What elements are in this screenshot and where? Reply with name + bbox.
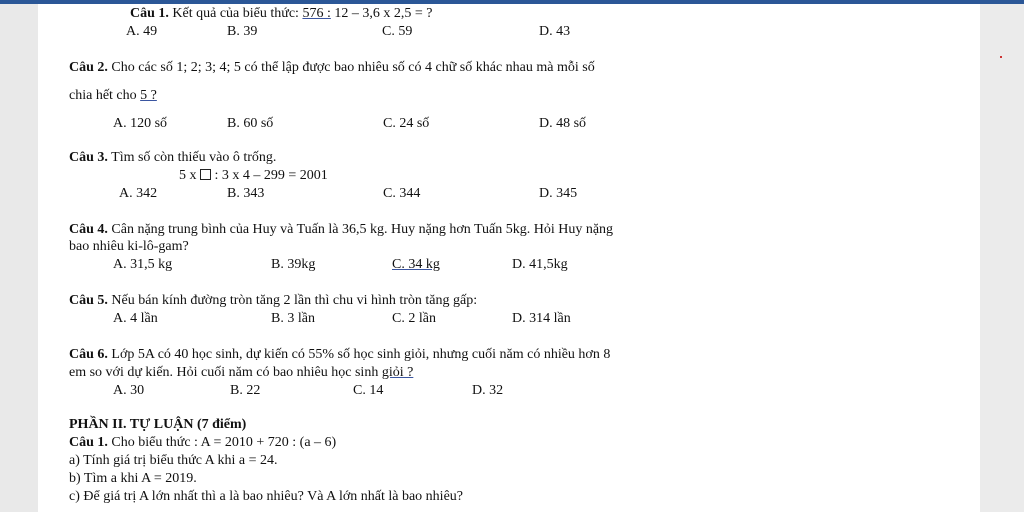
q4-label: Câu 4.: [69, 222, 108, 237]
q3-expression: [179, 168, 328, 184]
q6-option-b: B. 22: [230, 383, 261, 398]
cursor-mark: [1000, 56, 1002, 58]
q2-text: Cho các số 1; 2; 3; 4; 5 có thể lập được bao nhiêu số có 4 chữ số khác nhau mà mỗi số: [107, 60, 595, 75]
q2-label: Câu 2.: [69, 60, 108, 75]
q6-option-d: D. 32: [472, 383, 504, 398]
part2-q1-b: b) Tìm a khi A = 2019.: [69, 471, 197, 486]
q6-line2-text: em so với dự kiến. Hỏi cuối năm có bao nhiêu học sinh: [69, 365, 382, 380]
q1-option-b: B. 39: [227, 24, 258, 39]
q5-option-c: C. 2 lần: [392, 311, 436, 326]
q5-label: Câu 5.: [69, 293, 108, 308]
q1-label: Câu 1.: [130, 6, 169, 21]
q5-option-d: D. 314 lần: [512, 311, 571, 326]
part2-q1-a: a) Tính giá trị biểu thức A khi a = 24.: [69, 453, 278, 468]
q1-option-a: A. 49: [126, 24, 158, 39]
q1-text-a: Kết quả của biểu thức:: [168, 6, 303, 21]
q2-line2-text: chia hết cho: [69, 88, 141, 103]
right-margin: [980, 4, 1024, 512]
q3-option-d: D. 345: [539, 186, 578, 201]
q6-text: Lớp 5A có 40 học sinh, dự kiến có 55% số học sinh giỏi, nhưng cuối năm có nhiều hơn 8: [107, 347, 611, 362]
q2-stem: [69, 60, 595, 76]
q3-option-b: B. 343: [227, 186, 265, 201]
q3-text: Tìm số còn thiếu vào ô trống.: [107, 150, 277, 165]
part2-q1-c: c) Để giá trị A lớn nhất thì a là bao nhiêu? Và A lớn nhất là bao nhiêu?: [69, 489, 464, 504]
q5-text: Nếu bán kính đường tròn tăng 2 lần thì chu vi hình tròn tăng gấp:: [107, 293, 478, 308]
q6-stem: [69, 347, 610, 363]
document-page: [38, 4, 980, 512]
part2-q1-label: Câu 1.: [69, 435, 108, 450]
part2-q1-text: Cho biểu thức : A = 2010 + 720 : (a – 6): [107, 435, 337, 450]
part2-heading: PHẦN II. TỰ LUẬN (7 điểm): [69, 417, 247, 432]
q4-stem-line2: bao nhiêu ki-lô-gam?: [69, 239, 189, 254]
q2-line2-underlined: 5 ?: [140, 88, 157, 103]
q4-option-b: B. 39kg: [271, 257, 316, 272]
q2-option-b: B. 60 số: [227, 116, 274, 131]
q6-line2-underlined: giỏi ?: [381, 365, 414, 380]
q2-option-c: C. 24 số: [383, 116, 430, 131]
q6-option-c: C. 14: [353, 383, 384, 398]
q1-option-d: D. 43: [539, 24, 571, 39]
q6-option-a: A. 30: [113, 383, 145, 398]
q4-option-c: C. 34 kg: [392, 257, 440, 272]
q5-stem: [69, 293, 477, 309]
q5-option-b: B. 3 lần: [271, 311, 315, 326]
q2-option-d: D. 48 số: [539, 116, 587, 131]
q1-text-b: 12 – 3,6 x 2,5 = ?: [330, 6, 433, 21]
q2-option-a: A. 120 số: [113, 116, 168, 131]
q3-expr-a: 5 x: [179, 168, 200, 183]
q2-stem-line2: [69, 88, 157, 104]
q1-stem: [130, 6, 432, 22]
q4-stem: [69, 222, 613, 238]
q3-option-a: A. 342: [119, 186, 158, 201]
part2-q1-stem: [69, 435, 336, 451]
q4-option-a: A. 31,5 kg: [113, 257, 173, 272]
q3-option-c: C. 344: [383, 186, 421, 201]
q1-option-c: C. 59: [382, 24, 413, 39]
q4-option-d: D. 41,5kg: [512, 257, 568, 272]
q6-stem-line2: [69, 365, 413, 381]
q3-label: Câu 3.: [69, 150, 108, 165]
q4-text: Cân nặng trung bình của Huy và Tuấn là 36,5 kg. Huy nặng hơn Tuấn 5kg. Hỏi Huy nặng: [107, 222, 614, 237]
q1-expr-underlined: 576 :: [302, 6, 331, 21]
left-margin: [0, 4, 38, 512]
q5-option-a: A. 4 lần: [113, 311, 158, 326]
blank-box: [200, 169, 211, 180]
q3-expr-b: : 3 x 4 – 299 = 2001: [211, 168, 328, 183]
q3-stem: [69, 150, 276, 166]
q6-label: Câu 6.: [69, 347, 108, 362]
